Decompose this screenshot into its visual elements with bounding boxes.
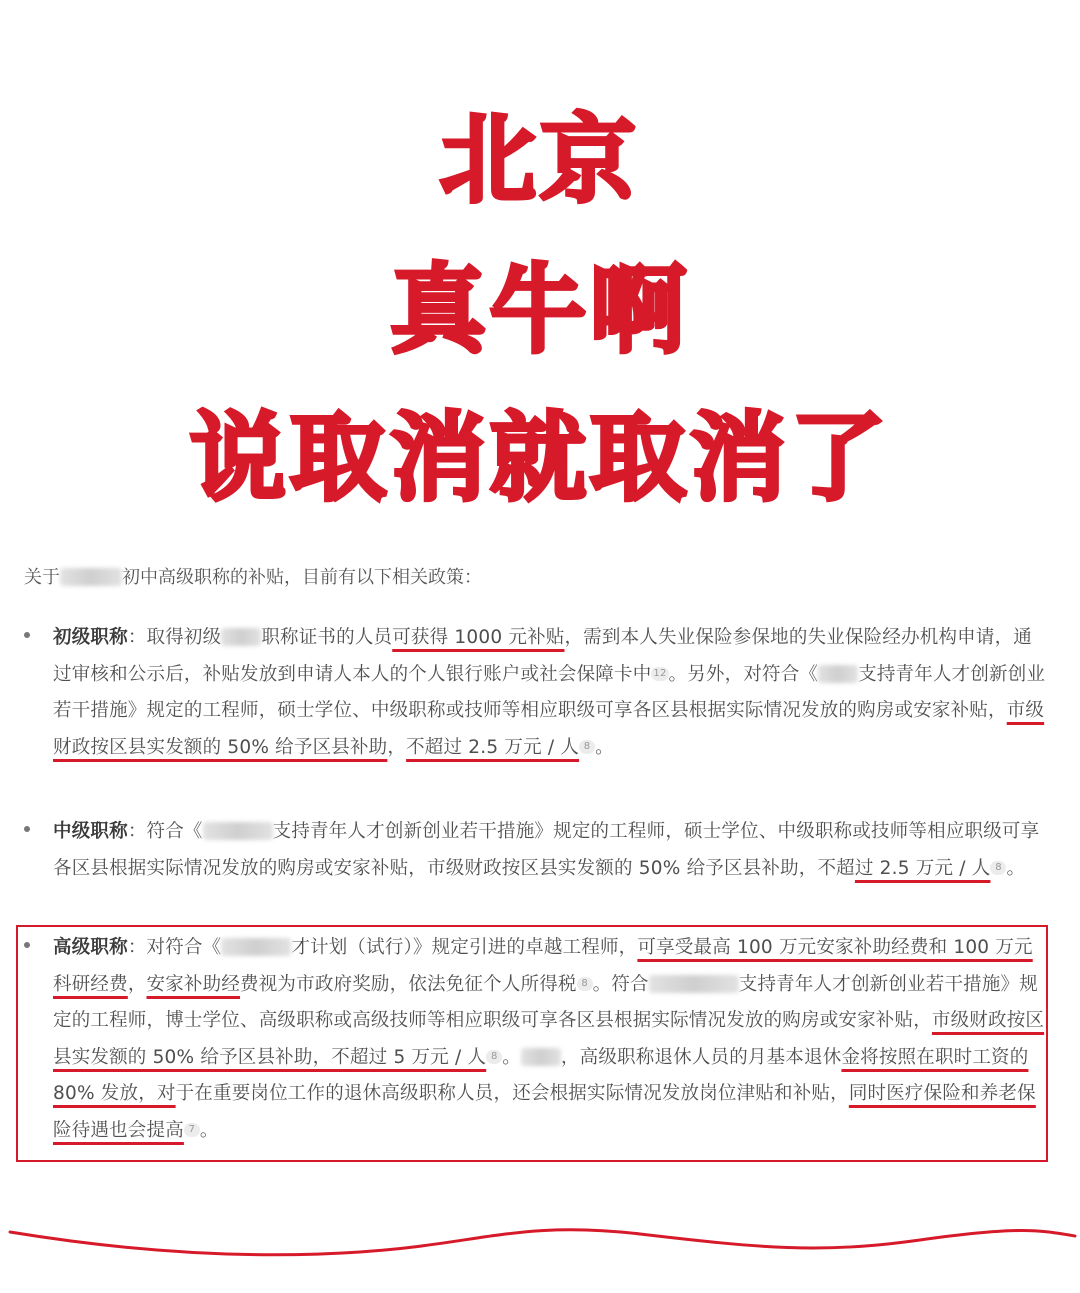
citation-badge[interactable]: 8: [577, 977, 593, 991]
text-segment: 才计划（试行）》规定引进的卓越工程师，: [291, 937, 638, 958]
citation-badge[interactable]: 8: [486, 1050, 502, 1064]
underlined-text: 金将按照在职时工资的 80% 发放，对: [53, 1046, 1029, 1105]
text-segment: ，: [127, 973, 147, 995]
intro-before: 关于: [24, 567, 60, 588]
text-segment: 。另外，对符合《: [668, 663, 819, 685]
underlined-text: 可获得 1000 元补贴: [392, 627, 565, 648]
text-segment: 支持青年人才创新创业若干措施》规定的工程师，硕士学位、中级职称或技师等相应职级可享各区县根据实际情况发放的购房或安家补贴，市级财政按区县实发额的 50% 给予区县补助，不超: [53, 821, 1040, 879]
item-paragraph: [53, 620, 1050, 766]
text-segment: 职称证书的人员: [261, 627, 393, 648]
citation-badge[interactable]: 8: [579, 740, 595, 754]
text-segment: ：符合《: [127, 821, 203, 842]
underlined-text: 安家补助经: [146, 973, 241, 995]
redacted-text: [221, 628, 261, 646]
citation-badge[interactable]: 7: [184, 1123, 200, 1137]
underlined-text: 同时医疗保险和养老保险待遇也会提高: [53, 1083, 1036, 1141]
redacted-text: [818, 665, 858, 683]
text-segment: ，高级职称退休人员的月基本退休: [560, 1046, 842, 1068]
item-label: 中级职称: [53, 821, 128, 842]
citation-badge[interactable]: 12: [653, 667, 667, 679]
item-paragraph: [53, 930, 1050, 1150]
item-label: 高级职称: [53, 937, 128, 958]
decorative-wave-line: [0, 1210, 1080, 1270]
bullet-icon: [24, 632, 30, 638]
bullet-icon: [24, 942, 30, 948]
redacted-text: [60, 568, 122, 586]
redacted-text: [521, 1048, 561, 1066]
underlined-text: 过 2.5 万元 / 人: [854, 857, 991, 879]
text-segment: 费视为市政府奖励，依法免征个人所得税: [240, 973, 577, 995]
headline-line-3: 说取消就取消了: [190, 402, 890, 514]
text-segment: 。符合: [592, 973, 649, 995]
headline-line-1: 北京: [440, 104, 640, 216]
text-segment: 。: [199, 1119, 219, 1141]
redacted-text: [203, 822, 273, 840]
item-label: 初级职称: [53, 627, 128, 648]
text-segment: 。: [595, 736, 614, 758]
text-segment: ：取得初级: [127, 627, 222, 648]
citation-badge[interactable]: 8: [990, 861, 1006, 875]
underlined-text: 可享受最高 100 万元安家补助经费和 100 万元科研经费: [53, 937, 1033, 995]
list-item-intermediate-title: [20, 814, 1050, 887]
item-paragraph: [53, 814, 1050, 887]
bullet-icon: [24, 826, 30, 832]
list-item-senior-title: [20, 930, 1050, 1150]
text-segment: 。: [1006, 857, 1026, 879]
text-segment: 。: [502, 1046, 521, 1068]
text-segment: 支持青年人才创新创业若干措施》规定的工程师，博士学位、高级职称或高级技师等相应职级可享各区县根据实际情况发放的购房或安家补贴，: [53, 973, 1038, 1032]
redacted-text: [221, 938, 291, 956]
text-segment: 于在重要岗位工作的退休高级职称人员，还会根据实际情况发放岗位津贴和补贴，: [175, 1083, 849, 1105]
text-segment: 支持青年人才创新创业若干措施》规定的工程师，硕士学位、中级职称或技师等相应职级可享各区县根据实际情况发放的购房或安家补贴，: [53, 663, 1046, 722]
intro-text: [24, 563, 482, 589]
underlined-text: 市级财政按区县实发额的 50% 给予区县补助: [53, 700, 1045, 758]
underlined-text: 不超过 2.5 万元 / 人: [406, 736, 580, 758]
text-segment: ：对符合《: [127, 937, 222, 958]
text-segment: ，: [387, 736, 407, 758]
intro-after: 初中高级职称的补贴，目前有以下相关政策：: [122, 567, 482, 588]
redacted-text: [649, 975, 739, 993]
text-segment: ，需到本人失业保险参保地的失业保险经办机构申请，通过审核和公示后，补贴发放到申请人本人的个人银行账户或社会保障卡中: [53, 627, 1032, 685]
list-item-junior-title: [20, 620, 1050, 766]
headline-line-2: 真牛啊: [390, 254, 690, 366]
underlined-text: 市级财政按区县实发额的 50% 给予区县补助，不超过 5 万元 / 人: [53, 1010, 1045, 1068]
